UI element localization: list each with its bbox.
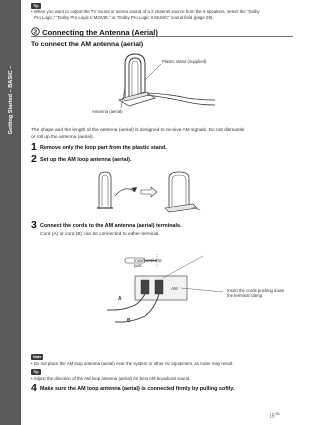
- tip-2-text: • Adjust the direction of the AM loop antenna (aerial) for best AM broadcast sound.: [31, 376, 191, 381]
- cord-a-label: A: [118, 296, 122, 302]
- terminal-connection-figure: [105, 244, 295, 324]
- section-divider: [31, 36, 293, 37]
- step-3-number: 3: [31, 219, 37, 231]
- step-3-detail: Cord (A) or cord (B) can be connected to either terminal.: [40, 232, 160, 237]
- cord-b-label: B: [127, 318, 131, 324]
- note-label: Note: [33, 354, 42, 359]
- insert-cords-label: Insert the cords pushing down the terminal clamp.: [227, 288, 285, 299]
- antenna-label: Antenna (aerial): [92, 109, 123, 114]
- page-number-value: 15: [269, 413, 275, 420]
- step-1-text: Remove only the loop part from the plastic stand.: [40, 145, 167, 151]
- note-text: • Do not place the AM loop antenna (aerial) near the system or other AV equipment, as noise may result.: [31, 361, 234, 366]
- intro-line-1: The shape and the length of the antenna (aerial) is designed to receive AM signals. Do not dismantle: [31, 128, 245, 133]
- section-title: Connecting the Antenna (Aerial): [42, 28, 158, 37]
- svg-text:2: 2: [33, 29, 38, 36]
- step-1-number: 1: [31, 141, 37, 153]
- side-tab-label: Getting Started – BASIC –: [8, 65, 14, 135]
- am-loop-antenna-figure: [115, 48, 245, 110]
- tip-text-line-1: • When you want to output the TV sound or stereo sound of a 2 channel source from the 6 speakers, select the “Dolby: [31, 9, 260, 14]
- page-number: [269, 412, 280, 420]
- intro-line-2: or roll up the antenna (aerial).: [31, 135, 94, 140]
- step-2-number: 2: [31, 153, 37, 165]
- plastic-stand-label: Plastic stand (supplied): [162, 59, 207, 64]
- section-side-tab: [0, 0, 21, 425]
- tip-2-label: Tip: [33, 369, 39, 374]
- step-4-text: Make sure the AM loop antenna (aerial) is connected firmly by pulling softly.: [40, 386, 235, 392]
- terminal-am-label: AM: [171, 286, 178, 291]
- step-4-number: 4: [31, 382, 37, 394]
- loop-setup-figure: [91, 170, 201, 214]
- step-2-text: Set up the AM loop antenna (aerial).: [40, 157, 132, 163]
- subsection-title: To connect the AM antenna (aerial): [31, 41, 144, 48]
- step-number-2-icon: [31, 27, 40, 36]
- step-3-text: Connect the cords to the AM antenna (aerial) terminals.: [40, 223, 182, 229]
- tip-text-line-2: Pro Logic,” “Dolby Pro Logic II MOVIE,” or “Dolby Pro Logic II MUSIC” sound field (page 29).: [34, 15, 214, 20]
- page-marker: GB: [274, 412, 280, 416]
- tip-label: Tip: [33, 3, 39, 8]
- insert-until-label: Insert until this part.: [134, 258, 162, 269]
